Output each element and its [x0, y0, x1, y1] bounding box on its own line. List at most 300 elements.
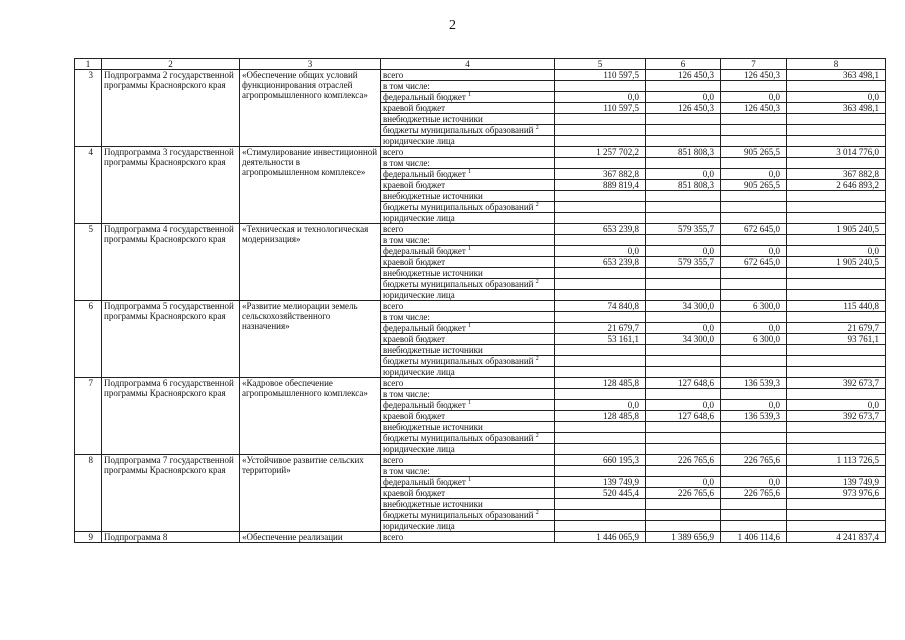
value-cell: [646, 268, 721, 279]
value-cell: 226 765,6: [721, 455, 787, 466]
source-label-cell: [381, 290, 555, 301]
value-cell: [787, 191, 886, 202]
value-cell: 0,0: [646, 169, 721, 180]
source-label: краевой бюджет: [383, 488, 446, 498]
value-cell: [646, 136, 721, 147]
value-cell: 672 645,0: [721, 257, 787, 268]
value-cell: 0,0: [787, 400, 886, 411]
footnote-mark: 2: [535, 433, 539, 439]
source-label-cell: [381, 411, 555, 422]
value-cell: [646, 466, 721, 477]
table-row: [75, 147, 886, 158]
table-row: [75, 532, 886, 543]
value-cell: [721, 268, 787, 279]
value-cell: 0,0: [721, 323, 787, 334]
value-cell: 6 300,0: [721, 301, 787, 312]
value-cell: 579 355,7: [646, 257, 721, 268]
source-label-cell: [381, 356, 555, 367]
source-label-cell: [381, 81, 555, 92]
value-cell: 0,0: [721, 246, 787, 257]
value-cell: [555, 191, 646, 202]
value-cell: [787, 202, 886, 213]
value-cell: [787, 114, 886, 125]
program-title: «Устойчивое развитие сельских территорий»: [240, 455, 381, 532]
source-label-cell: [381, 235, 555, 246]
value-cell: 139 749,9: [555, 477, 646, 488]
value-cell: [721, 356, 787, 367]
value-cell: 0,0: [787, 246, 886, 257]
value-cell: [646, 114, 721, 125]
program-name: Подпрограмма 4 государственной программы Красноярского края: [102, 224, 240, 301]
source-label: краевой бюджет: [383, 411, 446, 421]
source-label: в том числе:: [383, 81, 430, 91]
program-title: «Обеспечение общих условий функционирования отраслей агропромышленного комплекса»: [240, 70, 381, 147]
value-cell: 136 539,3: [721, 378, 787, 389]
value-cell: 136 539,3: [721, 411, 787, 422]
value-cell: 128 485,8: [555, 378, 646, 389]
source-label: юридические лица: [383, 136, 455, 146]
source-label-cell: [381, 70, 555, 81]
footnote-mark: 2: [535, 510, 539, 516]
value-cell: 653 239,8: [555, 224, 646, 235]
source-label: внебюджетные источники: [383, 345, 483, 355]
value-cell: [787, 499, 886, 510]
program-name: Подпрограмма 6 государственной программы Красноярского края: [102, 378, 240, 455]
source-label-cell: [381, 499, 555, 510]
value-cell: 653 239,8: [555, 257, 646, 268]
value-cell: [555, 521, 646, 532]
value-cell: 127 648,6: [646, 378, 721, 389]
value-cell: 126 450,3: [721, 103, 787, 114]
value-cell: [555, 268, 646, 279]
value-cell: 973 976,6: [787, 488, 886, 499]
value-cell: [555, 235, 646, 246]
value-cell: 126 450,3: [646, 70, 721, 81]
value-cell: 4 241 837,4: [787, 532, 886, 543]
source-label: в том числе:: [383, 158, 430, 168]
value-cell: 363 498,1: [787, 70, 886, 81]
value-cell: [721, 290, 787, 301]
header-row: [75, 59, 886, 70]
source-label: внебюджетные источники: [383, 114, 483, 124]
source-label: в том числе:: [383, 389, 430, 399]
source-label: в том числе:: [383, 235, 430, 245]
value-cell: [787, 510, 886, 521]
value-cell: [646, 521, 721, 532]
value-cell: 851 808,3: [646, 147, 721, 158]
program-title: «Стимулирование инвестиционной деятельности в агропромышленном комплексе»: [240, 147, 381, 224]
value-cell: 579 355,7: [646, 224, 721, 235]
program-name: Подпрограмма 8: [102, 532, 240, 543]
value-cell: [787, 345, 886, 356]
value-cell: [555, 422, 646, 433]
header-cell: 8: [787, 59, 886, 70]
value-cell: 127 648,6: [646, 411, 721, 422]
source-label-cell: [381, 510, 555, 521]
value-cell: 672 645,0: [721, 224, 787, 235]
header-cell: 2: [102, 59, 240, 70]
value-cell: 6 300,0: [721, 334, 787, 345]
source-label-cell: [381, 246, 555, 257]
value-cell: 128 485,8: [555, 411, 646, 422]
value-cell: [787, 81, 886, 92]
value-cell: 126 450,3: [721, 70, 787, 81]
value-cell: [721, 345, 787, 356]
source-label: бюджеты муниципальных образований: [383, 202, 534, 212]
source-label: краевой бюджет: [383, 180, 446, 190]
footnote-mark: 1: [468, 477, 472, 483]
program-name: Подпрограмма 2 государственной программы Красноярского края: [102, 70, 240, 147]
value-cell: [646, 213, 721, 224]
page-number: 2: [449, 18, 456, 33]
source-label: краевой бюджет: [383, 334, 446, 344]
value-cell: 21 679,7: [555, 323, 646, 334]
source-label-cell: [381, 444, 555, 455]
value-cell: [787, 422, 886, 433]
value-cell: 21 679,7: [787, 323, 886, 334]
table-body: [75, 59, 886, 543]
source-label: всего: [383, 70, 404, 80]
value-cell: [787, 466, 886, 477]
source-label: юридические лица: [383, 521, 455, 531]
source-label-cell: [381, 257, 555, 268]
value-cell: [646, 279, 721, 290]
value-cell: [555, 499, 646, 510]
value-cell: [721, 521, 787, 532]
value-cell: [787, 312, 886, 323]
source-label: бюджеты муниципальных образований: [383, 356, 534, 366]
value-cell: 0,0: [721, 477, 787, 488]
source-label: федеральный бюджет: [383, 400, 466, 410]
header-cell: 7: [721, 59, 787, 70]
source-label-cell: [381, 147, 555, 158]
value-cell: [787, 367, 886, 378]
table-row: [75, 301, 886, 312]
source-label: всего: [383, 147, 404, 157]
value-cell: [646, 389, 721, 400]
value-cell: [555, 202, 646, 213]
source-label: всего: [383, 532, 404, 542]
source-label: всего: [383, 455, 404, 465]
value-cell: [646, 422, 721, 433]
value-cell: 851 808,3: [646, 180, 721, 191]
row-index: 5: [75, 224, 102, 301]
value-cell: [787, 268, 886, 279]
value-cell: [646, 356, 721, 367]
source-label-cell: [381, 323, 555, 334]
value-cell: [787, 389, 886, 400]
value-cell: [555, 81, 646, 92]
source-label: в том числе:: [383, 312, 430, 322]
source-label: юридические лица: [383, 213, 455, 223]
footnote-mark: 2: [535, 356, 539, 362]
value-cell: [646, 433, 721, 444]
source-label-cell: [381, 268, 555, 279]
program-title: «Техническая и технологическая модернизация»: [240, 224, 381, 301]
value-cell: 367 882,8: [787, 169, 886, 180]
footnote-mark: 1: [468, 400, 472, 406]
value-cell: [646, 499, 721, 510]
row-index: 7: [75, 378, 102, 455]
value-cell: [721, 202, 787, 213]
source-label-cell: [381, 114, 555, 125]
source-label: бюджеты муниципальных образований: [383, 433, 534, 443]
source-label-cell: [381, 532, 555, 543]
source-label-cell: [381, 389, 555, 400]
source-label: федеральный бюджет: [383, 477, 466, 487]
value-cell: 520 445,4: [555, 488, 646, 499]
footnote-mark: 2: [535, 202, 539, 208]
value-cell: [721, 499, 787, 510]
value-cell: 1 389 656,9: [646, 532, 721, 543]
value-cell: [646, 510, 721, 521]
value-cell: 226 765,6: [721, 488, 787, 499]
value-cell: [555, 389, 646, 400]
program-name: Подпрограмма 5 государственной программы Красноярского края: [102, 301, 240, 378]
value-cell: [721, 510, 787, 521]
source-label-cell: [381, 224, 555, 235]
source-label-cell: [381, 422, 555, 433]
source-label: краевой бюджет: [383, 257, 446, 267]
header-cell: 1: [75, 59, 102, 70]
row-index: 8: [75, 455, 102, 532]
header-cell: 4: [381, 59, 555, 70]
program-title: «Развитие мелиорации земель сельскохозяйственного назначения»: [240, 301, 381, 378]
value-cell: [555, 114, 646, 125]
table-row: [75, 378, 886, 389]
value-cell: [721, 367, 787, 378]
value-cell: [646, 444, 721, 455]
header-cell: 6: [646, 59, 721, 70]
footnote-mark: 1: [468, 92, 472, 98]
value-cell: [555, 213, 646, 224]
footnote-mark: 2: [535, 125, 539, 131]
source-label-cell: [381, 488, 555, 499]
source-label: юридические лица: [383, 367, 455, 377]
value-cell: 367 882,8: [555, 169, 646, 180]
value-cell: 226 765,6: [646, 455, 721, 466]
value-cell: 0,0: [721, 92, 787, 103]
header-cell: 5: [555, 59, 646, 70]
value-cell: [721, 433, 787, 444]
value-cell: [555, 466, 646, 477]
value-cell: 0,0: [646, 400, 721, 411]
value-cell: 0,0: [555, 246, 646, 257]
footnote-mark: 1: [468, 323, 472, 329]
value-cell: 1 905 240,5: [787, 257, 886, 268]
value-cell: 110 597,5: [555, 70, 646, 81]
source-label: федеральный бюджет: [383, 246, 466, 256]
value-cell: 126 450,3: [646, 103, 721, 114]
footnote-mark: 1: [468, 169, 472, 175]
source-label: всего: [383, 224, 404, 234]
value-cell: [787, 433, 886, 444]
source-label-cell: [381, 213, 555, 224]
value-cell: [646, 191, 721, 202]
value-cell: [555, 510, 646, 521]
row-index: 6: [75, 301, 102, 378]
source-label: федеральный бюджет: [383, 323, 466, 333]
value-cell: 2 646 893,2: [787, 180, 886, 191]
value-cell: 889 819,4: [555, 180, 646, 191]
value-cell: 1 257 702,2: [555, 147, 646, 158]
source-label: внебюджетные источники: [383, 268, 483, 278]
value-cell: [787, 136, 886, 147]
value-cell: 905 265,5: [721, 147, 787, 158]
value-cell: [721, 466, 787, 477]
value-cell: 3 014 776,0: [787, 147, 886, 158]
value-cell: [555, 312, 646, 323]
row-index: 4: [75, 147, 102, 224]
value-cell: 1 446 065,9: [555, 532, 646, 543]
source-label-cell: [381, 202, 555, 213]
value-cell: [555, 136, 646, 147]
row-index: 9: [75, 532, 102, 543]
value-cell: 74 840,8: [555, 301, 646, 312]
value-cell: [721, 422, 787, 433]
source-label-cell: [381, 334, 555, 345]
value-cell: 34 300,0: [646, 334, 721, 345]
value-cell: 0,0: [721, 169, 787, 180]
source-label-cell: [381, 455, 555, 466]
value-cell: 1 905 240,5: [787, 224, 886, 235]
source-label: юридические лица: [383, 290, 455, 300]
value-cell: [787, 444, 886, 455]
source-label: федеральный бюджет: [383, 92, 466, 102]
value-cell: [721, 312, 787, 323]
value-cell: 905 265,5: [721, 180, 787, 191]
value-cell: [555, 367, 646, 378]
value-cell: [646, 235, 721, 246]
value-cell: [721, 81, 787, 92]
value-cell: [646, 312, 721, 323]
source-label-cell: [381, 136, 555, 147]
value-cell: [555, 444, 646, 455]
value-cell: [555, 345, 646, 356]
value-cell: [646, 290, 721, 301]
budget-table: [74, 58, 886, 543]
value-cell: 226 765,6: [646, 488, 721, 499]
value-cell: 115 440,8: [787, 301, 886, 312]
value-cell: 0,0: [646, 477, 721, 488]
source-label-cell: [381, 400, 555, 411]
value-cell: [787, 356, 886, 367]
value-cell: 0,0: [646, 92, 721, 103]
value-cell: [787, 279, 886, 290]
source-label: внебюджетные источники: [383, 499, 483, 509]
value-cell: [646, 345, 721, 356]
source-label: федеральный бюджет: [383, 169, 466, 179]
value-cell: [721, 213, 787, 224]
value-cell: 660 195,3: [555, 455, 646, 466]
value-cell: [555, 290, 646, 301]
program-name: Подпрограмма 3 государственной программы Красноярского края: [102, 147, 240, 224]
value-cell: [721, 114, 787, 125]
source-label-cell: [381, 125, 555, 136]
value-cell: [555, 279, 646, 290]
source-label-cell: [381, 103, 555, 114]
value-cell: 53 161,1: [555, 334, 646, 345]
value-cell: [787, 125, 886, 136]
row-index: 3: [75, 70, 102, 147]
source-label-cell: [381, 180, 555, 191]
value-cell: [787, 158, 886, 169]
source-label-cell: [381, 345, 555, 356]
source-label-cell: [381, 279, 555, 290]
program-name: Подпрограмма 7 государственной программы Красноярского края: [102, 455, 240, 532]
value-cell: [646, 158, 721, 169]
table-row: [75, 455, 886, 466]
source-label: бюджеты муниципальных образований: [383, 510, 534, 520]
source-label-cell: [381, 158, 555, 169]
value-cell: 0,0: [646, 323, 721, 334]
source-label: краевой бюджет: [383, 103, 446, 113]
table-row: [75, 70, 886, 81]
value-cell: [787, 235, 886, 246]
value-cell: [555, 433, 646, 444]
source-label: внебюджетные источники: [383, 191, 483, 201]
value-cell: [721, 444, 787, 455]
value-cell: [646, 367, 721, 378]
value-cell: [721, 158, 787, 169]
value-cell: [721, 136, 787, 147]
value-cell: 0,0: [555, 92, 646, 103]
value-cell: [787, 521, 886, 532]
value-cell: [646, 125, 721, 136]
source-label: в том числе:: [383, 466, 430, 476]
value-cell: 1 113 726,5: [787, 455, 886, 466]
value-cell: [646, 202, 721, 213]
value-cell: [721, 389, 787, 400]
value-cell: 0,0: [787, 92, 886, 103]
value-cell: 392 673,7: [787, 411, 886, 422]
value-cell: [721, 191, 787, 202]
value-cell: [787, 290, 886, 301]
source-label: бюджеты муниципальных образований: [383, 279, 534, 289]
source-label-cell: [381, 378, 555, 389]
source-label: бюджеты муниципальных образований: [383, 125, 534, 135]
value-cell: [646, 81, 721, 92]
value-cell: 363 498,1: [787, 103, 886, 114]
source-label-cell: [381, 301, 555, 312]
value-cell: [787, 213, 886, 224]
value-cell: [555, 158, 646, 169]
value-cell: 139 749,9: [787, 477, 886, 488]
value-cell: [721, 279, 787, 290]
source-label-cell: [381, 169, 555, 180]
value-cell: 34 300,0: [646, 301, 721, 312]
value-cell: 392 673,7: [787, 378, 886, 389]
value-cell: 1 406 114,6: [721, 532, 787, 543]
source-label-cell: [381, 433, 555, 444]
source-label: юридические лица: [383, 444, 455, 454]
program-title: «Кадровое обеспечение агропромышленного комплекса»: [240, 378, 381, 455]
source-label-cell: [381, 477, 555, 488]
program-title: «Обеспечение реализации: [240, 532, 381, 543]
value-cell: [721, 235, 787, 246]
source-label-cell: [381, 312, 555, 323]
source-label: внебюджетные источники: [383, 422, 483, 432]
value-cell: [555, 125, 646, 136]
value-cell: 0,0: [721, 400, 787, 411]
value-cell: 0,0: [646, 246, 721, 257]
value-cell: 93 761,1: [787, 334, 886, 345]
value-cell: [721, 125, 787, 136]
source-label-cell: [381, 466, 555, 477]
source-label: всего: [383, 378, 404, 388]
value-cell: 110 597,5: [555, 103, 646, 114]
table-row: [75, 224, 886, 235]
